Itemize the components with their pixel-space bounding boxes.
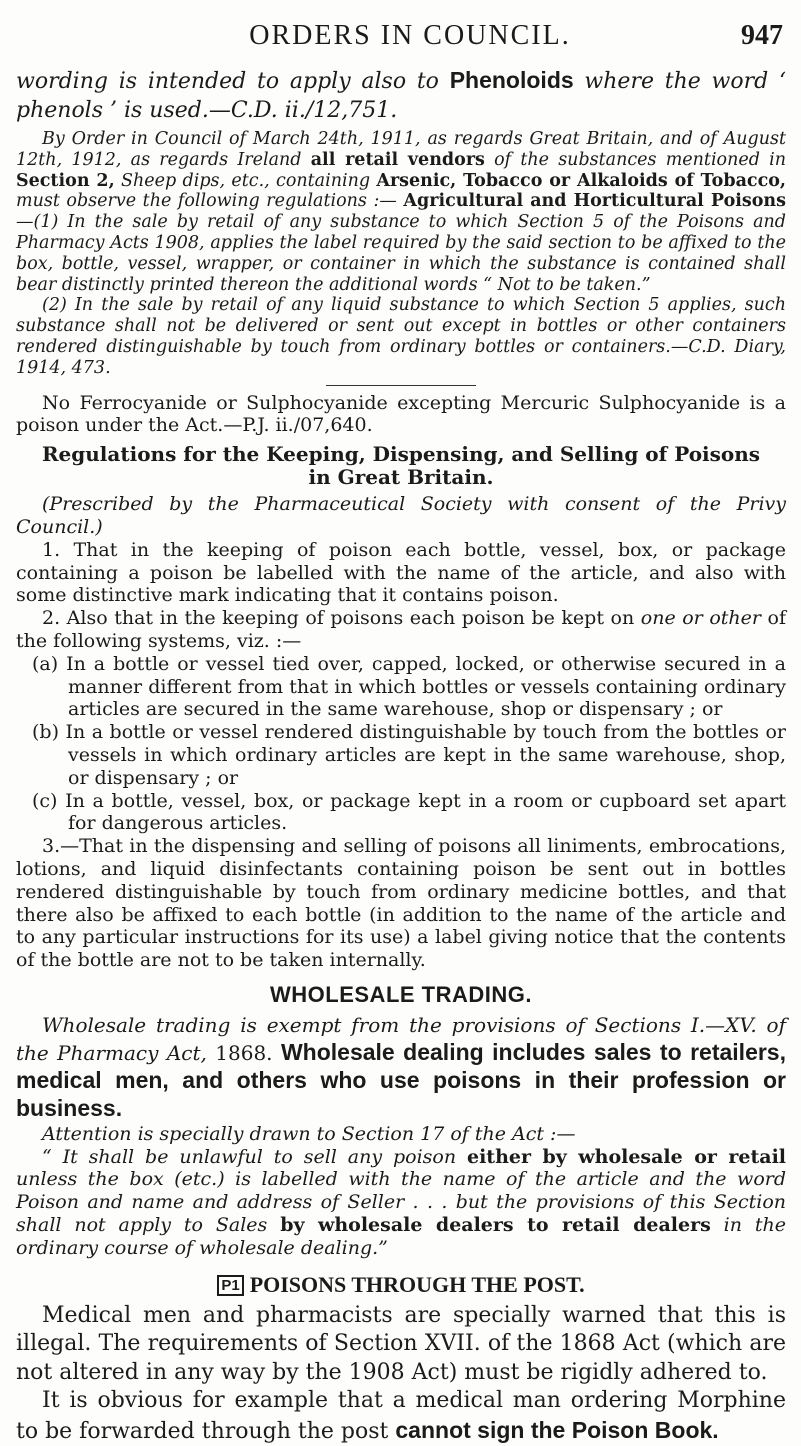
page-body [16, 66, 786, 1446]
text-run: unless the box (etc.) is labelled with the name of the article and the word Poison and name and address of Seller . . . but the provisions of this Section shall not apply to Sales [16, 1168, 786, 1237]
running-title: ORDERS IN COUNCIL. [249, 20, 571, 51]
regulation-2a: (a) In a bottle or vessel tied over, capped, locked, or otherwise secured in a manner different from that in which bottles or vessels containing ordinary articles are secured in the same warehouse, shop or dispensary ; or [32, 652, 786, 721]
text-run: —(1) In the sale by retail of any substance to which Section 5 of the Poisons and Pharmacy Acts 1908, applies the label required by the said section to be affixed to the box, bottle, vessel, wrapper, or container in which the substance is contained shall bear distinctly printed thereon the additional words “ Not to be taken.” [16, 212, 786, 295]
bold-statement: Wholesale dealing includes sales to retailers, medical men, and others who use poisons in their profession or business. [16, 1038, 786, 1121]
text-run: must observe the following regulations :— [16, 191, 404, 212]
italic-term: one or other [640, 607, 761, 630]
bold-term: either by wholesale or retail [467, 1145, 787, 1168]
text-run: 2. Also that in the keeping of poisons each poison be kept on [42, 607, 641, 630]
bold-term: by wholesale dealers to retail dealers [280, 1214, 711, 1237]
text-run: By Order in Council of March 24th, 1911, as regards Great Britain, and of August 12th, 1912, as regards Ireland [16, 129, 786, 170]
ferrocyanide-paragraph: No Ferrocyanide or Sulphocyanide excepting Mercuric Sulphocyanide is a poison under the Act.—P.J. ii./07,640. [16, 391, 786, 437]
text-run: “ It shall be unlawful to sell any poison [42, 1145, 467, 1168]
text-run: of the following systems, viz. :— [16, 607, 786, 652]
regulation-2 [16, 607, 786, 653]
text-run: 1868. [215, 1040, 281, 1065]
regulation-2b: (b) In a bottle or vessel rendered distinguishable by touch from the bottles or vessels in which ordinary articles are kept in the same warehouse, shop, or dispensary ; or [32, 721, 786, 789]
bold-term: Agricultural and Horticultural Poisons [403, 191, 786, 212]
bold-term: all retail vendors [310, 149, 485, 170]
post-heading [16, 1272, 786, 1298]
wholesale-heading: WHOLESALE TRADING. [270, 981, 532, 1007]
bold-statement: cannot sign the Poison Book. [395, 1416, 719, 1443]
text-run: It is obvious for example that a medical man ordering Morphine to be forwarded through the post [16, 1388, 786, 1444]
phenoloids-paragraph [16, 66, 786, 125]
text-run: Sheep dips, etc., containing [114, 170, 377, 191]
text-run: in the ordinary course of wholesale dealing.” [16, 1214, 786, 1259]
page-number: 947 [741, 20, 783, 51]
text-run: of the substances mentioned in [484, 149, 786, 170]
prescribed-note: (Prescribed by the Pharmaceutical Society with consent of the Privy Council.) [16, 493, 786, 538]
boxed-marker-icon: P1 [217, 1275, 243, 1296]
regulations-heading [16, 443, 786, 489]
text-run: wording is intended to apply also to [16, 69, 450, 94]
regulation-1: 1. That in the keeping of poison each bottle, vessel, box, or package containing a poison be labelled with the name of the article, and also with some distinctive mark indicating that it contains poison. [16, 538, 786, 607]
heading-text: POISONS THROUGH THE POST. [249, 1271, 585, 1297]
regulation-2c: (c) In a bottle, vessel, box, or package kept in a room or cupboard set apart for dangerous articles. [32, 789, 786, 835]
bold-term: Arsenic, Tobacco or Alkaloids of Tobacco, [376, 170, 786, 191]
regulation-3: 3.—That in the dispensing and selling of poisons all liniments, embrocations, lotions, and liquid disinfectants containing poison be sent out in bottles rendered distinguishable by touch from ordinary medicine bottles, and that there also be affixed to each bottle (in addition to the name of the article and to any particular instructions for its use) a label giving notice that the contents of the bottle are not to be taken internally. [16, 835, 786, 972]
heading-line: in Great Britain. [308, 465, 494, 490]
section-divider [326, 385, 476, 386]
agricultural-regulation-paragraph [16, 129, 786, 295]
post-paragraph-1: Medical men and pharmacists are specially warned that this is illegal. The requirements of Section XVII. of the 1868 Act (which are not altered in any way by the 1908 Act) must be rigidly adhered to. [16, 1302, 786, 1385]
text-run: Wholesale trading is exempt from the provisions of Sections I.—XV. of the Pharmacy Act, [16, 1012, 786, 1065]
bold-term: Phenoloids [449, 67, 574, 93]
wholesale-paragraph [16, 1012, 786, 1123]
bold-term: Section 2, [16, 170, 115, 191]
heading-line: Regulations for the Keeping, Dispensing, and Selling of Poisons [41, 442, 761, 467]
page-header [0, 14, 801, 54]
section-17-quote [16, 1146, 786, 1260]
text-run: where the word ‘ phenols ’ is used.—C.D. ii./12,751. [16, 69, 786, 123]
section-17-intro: Attention is specially drawn to Section 17 of the Act :— [42, 1122, 576, 1145]
liquid-substance-paragraph: (2) In the sale by retail of any liquid substance to which Section 5 applies, such substance shall not be delivered or sent out except in bottles or other containers rendered distinguishable by touch from ordinary bottles or containers.—C.D. Diary, 1914, 473. [16, 295, 786, 378]
